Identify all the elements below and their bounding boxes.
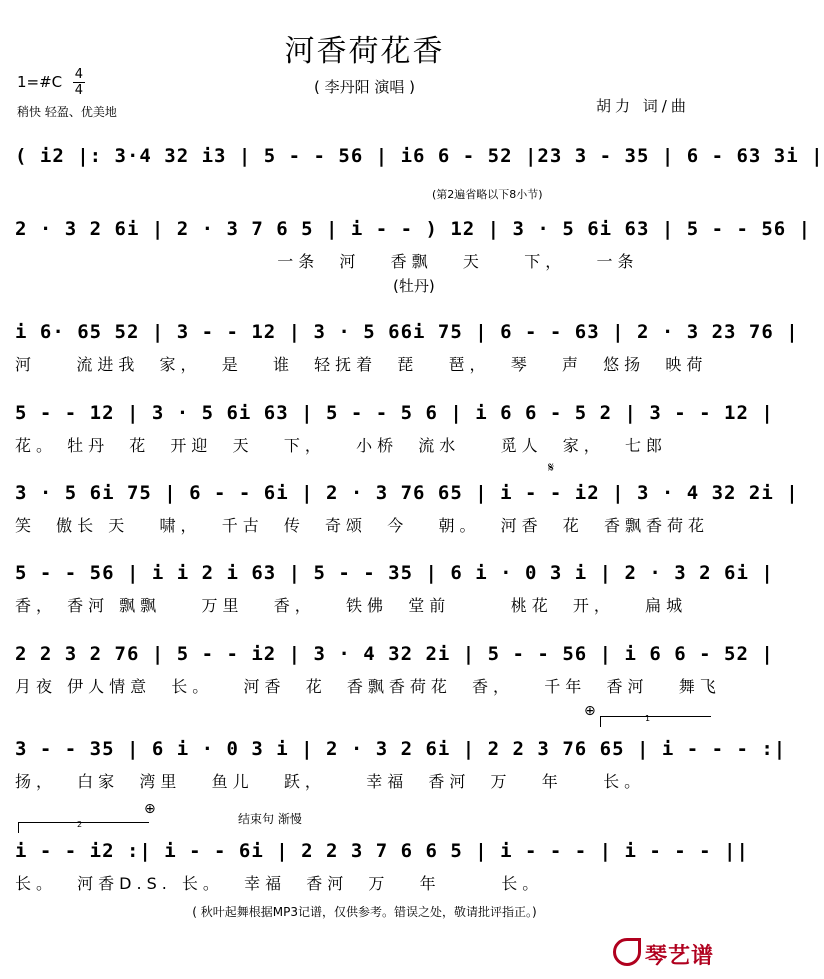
composer-credit: 胡力 词/曲 [596, 97, 690, 115]
volta-number-1: 1 [645, 714, 651, 723]
lyric-line-6: 香， 香河 飘飘 万里 香， 铁佛 堂前 桃花 开， 扁城 [15, 596, 688, 615]
score-line-2: 2 · 3 2 6i | 2 · 3 7 6 5 | i - - ) 12 | 3 · 5 6i 63 | 5 - - 56 | [15, 218, 812, 240]
segno-icon: 𝄋 [548, 460, 555, 476]
volta-number-2: 2 [77, 820, 83, 829]
score-line-3: i 6· 65 52 | 3 - - 12 | 3 · 5 66i 75 | 6 - - 63 | 2 · 3 23 76 | [15, 321, 799, 343]
volta-bracket-1 [600, 716, 711, 727]
lyric-line-4: 花。 牡丹 花 开迎 天 下， 小桥 流水 觅人 家， 七郎 [15, 436, 667, 455]
score-line-4: 5 - - 12 | 3 · 5 6i 63 | 5 - - 5 6 | i 6 6 - 5 2 | 3 - - 12 | [15, 402, 774, 424]
transcriber-note: ( 秋叶起舞根据MP3记谱，仅供参考。错误之处，敬请批评指正。) [192, 905, 537, 919]
coda-icon-2: ⊕ [144, 801, 156, 817]
key-signature [17, 68, 85, 97]
lyric-line-9: 长。 河香D.S. 长。 幸福 香河 万 年 长。 [15, 874, 544, 893]
lyric-line-7: 月夜 伊人情意 长。 河香 花 香飘香荷花 香， 千年 香河 舞飞 [15, 677, 721, 696]
score-line-5: 3 · 5 6i 75 | 6 - - 6i | 2 · 3 76 65 | i - - i2 | 3 · 4 32 2i | [15, 482, 799, 504]
omit-note: (第2遍省略以下8小节) [432, 188, 543, 201]
time-top: 4 [74, 67, 84, 82]
key-label: 1=#C [17, 73, 63, 91]
time-signature [73, 68, 85, 97]
score-line-7: 2 2 3 2 76 | 5 - - i2 | 3 · 4 32 2i | 5 - - 56 | i 6 6 - 52 | [15, 643, 774, 665]
lyric-line-3: 河 流进我 家， 是 谁 轻抚着 琵 琶， 琴 声 悠扬 映荷 [15, 355, 708, 374]
score-line-9: i - - i2 :| i - - 6i | 2 2 3 7 6 6 5 | i - - - | i - - - || [15, 840, 749, 862]
ending-phrase-note: 结束句 渐慢 [238, 812, 302, 826]
logo-mark-icon [613, 938, 641, 966]
volta-bracket-2 [18, 822, 149, 833]
lyric-line-5: 笑 傲长 天 啸， 千古 传 奇颂 今 朝。 河香 花 香飘香荷花 [15, 516, 709, 535]
score-line-6: 5 - - 56 | i i 2 i 63 | 5 - - 35 | 6 i · 0 3 i | 2 · 3 2 6i | [15, 562, 774, 584]
score-line-8: 3 - - 35 | 6 i · 0 3 i | 2 · 3 2 6i | 2 2 3 76 65 | i - - - :| [15, 738, 787, 760]
lyric-line-2: 一条 河 香飘 天 下， 一条 [15, 252, 639, 271]
logo-text: 琴艺谱 [645, 944, 715, 969]
coda-icon: ⊕ [584, 703, 596, 719]
song-title: 河香荷花香 [284, 34, 445, 69]
performer-subtitle: ( 李丹阳 演唱 ) [313, 78, 415, 96]
lyric-line-8: 扬， 白家 湾里 鱼儿 跃， 幸福 香河 万 年 长。 [15, 772, 646, 791]
score-line-1: ( i2 |: 3·4 32 i3 | 5 - - 56 | i6 6 - 52 |23 3 - 35 | 6 - 63 3i | [15, 145, 824, 167]
tempo-marking: 稍快 轻盈、优美地 [17, 105, 117, 119]
alt-lyric-note: (牡丹) [393, 277, 435, 295]
time-bottom: 4 [74, 83, 84, 98]
site-logo [613, 938, 714, 970]
